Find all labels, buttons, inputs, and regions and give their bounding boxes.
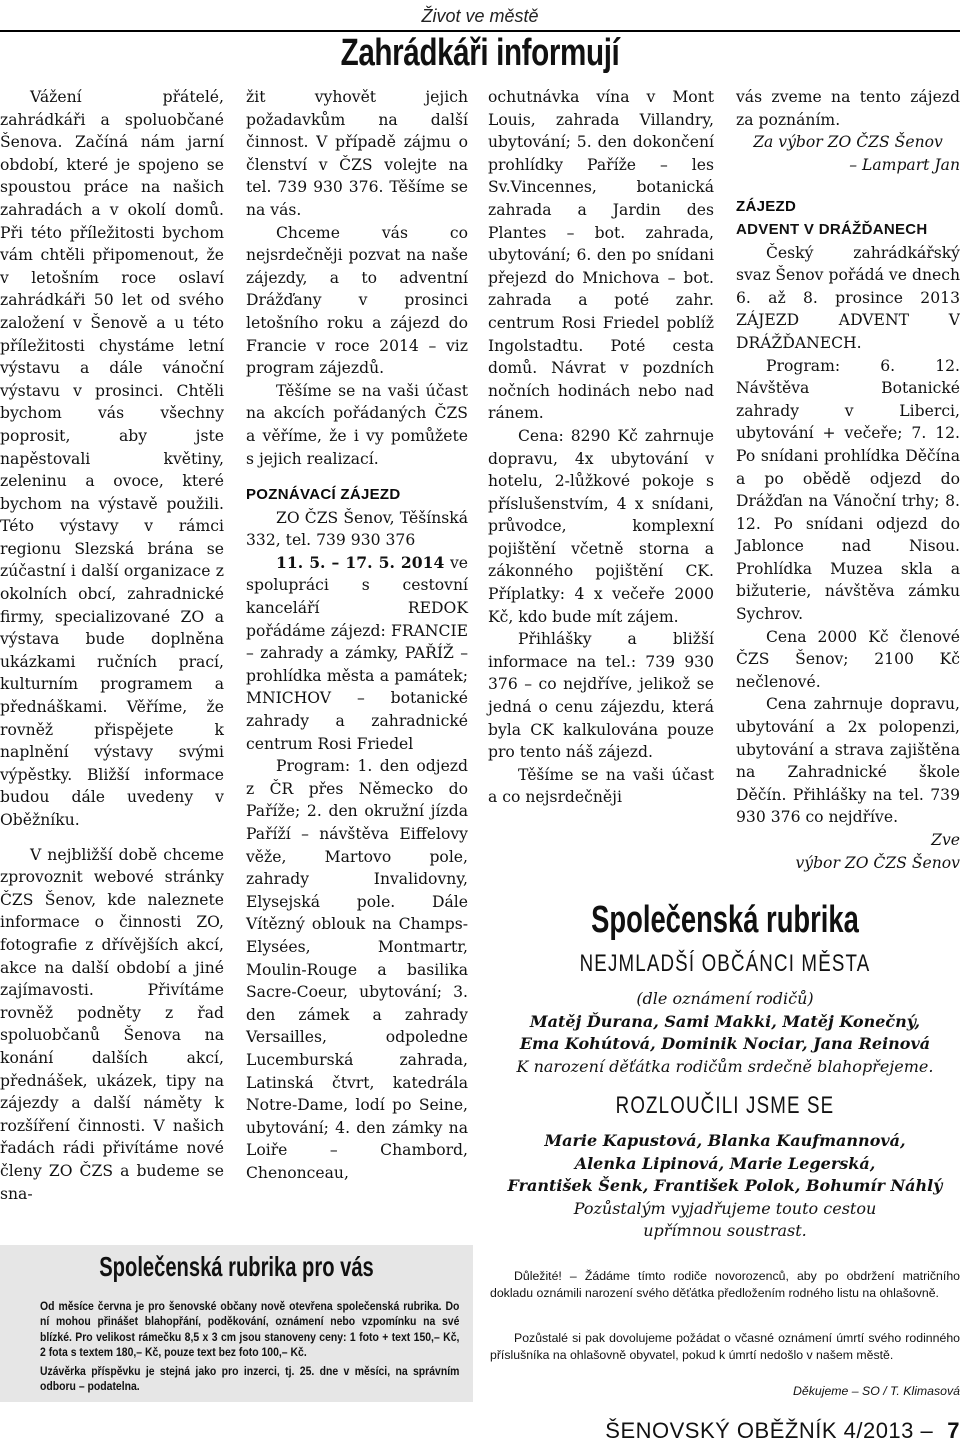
thanks-signature: Děkujeme – SO / T. Klimasová [793, 1384, 960, 1398]
program: Program: 1. den odjezd z ČR přes Německo do Paříže; 2. den okružní jízda Paříží – návštěva Eiffelovy věže, Martovo pole, zahrady Invalidovny, Elysejská pole. Dále Vítězný oblouk na Champs-Elysées, Montmartr, Moulin-Rouge a basilika Sacre-Coeur, ubytování; 3. den zámek a zahrady Versailles, odpoledne Lucemburská zahrada, Latinská čtvrt, katedrála Notre-Dame, lodí po Seine, ubytování; 4. den zámky na Loiře – Chambord, Chenonceau, [246, 757, 468, 1182]
newborns-block [490, 988, 960, 1078]
newborns-heading: NEJMLADŠÍ OBČÁNCI MĚSTA [579, 950, 871, 977]
column-2 [246, 86, 468, 1185]
ad-title: Společenská rubrika pro vás [99, 1251, 374, 1282]
paragraph: Český zahrádkářský svaz Šenov pořádá ve dnech 6. až 8. prosince 2013 ZÁJEZD ADVENT V DRÁŽĎANECH. [736, 243, 960, 352]
ad-paragraph: Od měsíce června je pro šenovské občany nově otevřena společenská rubrika. Do ní mohou přinášet blahopřání, poděkování, oznámení nebo vzpomínku na své blízké. Pro velikost rámečku 8,5 x 3 cm jsou stanoveny ceny: 1 foto + text 150,– Kč, 2 fota s textem 180,– Kč, pouze text bez foto 100,– Kč. [40, 1300, 460, 1360]
program: Program: 6. 12. Návštěva Botanické zahrady v Liberci, ubytování + večeře; 7. 12. Po snídani prohlídka Děčína a po obědě odjezd do Drážďan na Vánoční trhy; 8. 12. Po snídani odjezd do Jablonce nad Nisou. Prohlídka Muzea skla a bižuterie, návštěva zámku Sychrov. [736, 356, 960, 624]
signature: Za výbor ZO ČZS Šenov [753, 133, 943, 152]
trip-text: ve spolupráci s cestovní kanceláří REDOK pořádáme zájezd: FRANCIE – zahrady a zámky, PAŘÍŽ – prohlídka města a památek; MNICHOV – botanické zahrady a zahradnické centrum Rosi Friedel [246, 553, 468, 753]
farewell-heading: ROZLOUČILI JSME SE [615, 1092, 835, 1119]
social-title: Společenská rubrika [591, 899, 859, 941]
congrats: K narození děťátka rodičům srdečně blahopřejeme. [516, 1056, 934, 1076]
organizer: ZO ČZS Šenov, Těšínská 332, tel. 739 930 376 [246, 508, 468, 550]
condolence: upřímnou soustrast. [643, 1221, 807, 1240]
signature-name: výbor ZO ČZS Šenov [795, 853, 960, 872]
ad-box [0, 1245, 473, 1402]
price: Cena 2000 Kč členové ČZS Šenov; 2100 Kč nečlenové. [736, 627, 960, 691]
farewell-block [490, 1130, 960, 1243]
footer-label: ŠENOVSKÝ OBĚŽNÍK 4/2013 – [605, 1418, 934, 1443]
survivors-note: Pozůstalé si pak dovolujeme požádat o včasné oznámení úmrtí svého rodinného příslušníka na ohlašovně obyvatel, pokud k úmrtí nedošlo v našem městě. [490, 1331, 960, 1362]
paragraph: V nejbližší době chceme zprovoznit webové stránky ČZS Šenov, kde naleznete informace o činnosti ZO, fotografie z dřívějších akcí, akce na další období a jiné zajímavosti. Přivítáme rovněž podněty z řad spoluobčanů Šenova na konání dalších akcí, přednášek, ukázek, tipy na zájezdy a další náměty k rozšíření činnosti. V našich řadách rádi přivítáme nové členy ZO ČZS a budeme se sna- [0, 845, 224, 1203]
section-label: Život ve městě [421, 6, 539, 26]
ad-paragraph: Uzávěrka příspěvku je stejná jako pro inzerci, tj. 25. dne v měsíci, na správním odboru – podatelna. [40, 1364, 460, 1394]
important-note: Důležité! – Žádáme tímto rodiče novorozenců, aby po obdržení matričního dokladu oznámili narození svého děťátka předložením rodného listu na ohlašovně. [490, 1269, 960, 1300]
newborns-names: Ema Kohútová, Dominik Nociar, Jana Reinová [519, 1034, 931, 1053]
trip-description [246, 552, 468, 755]
signature-name: – Lampart Jan [849, 155, 960, 174]
price-paragraph: Cena: 8290 Kč zahrnuje dopravu, 4x ubytování v hotelu, 2-lůžkové pokoje s příslušenstvím, 4 x snídani, průvodce, komplexní pojištění včetně storna a zákonného pojištění CK. Příplatky: 4 x večeře 2000 Kč, kdo bude mít zájem. [488, 426, 714, 626]
trip-dates: 11. 5. – 17. 5. 2014 [276, 552, 445, 572]
column-4 [736, 86, 960, 874]
social-section [490, 898, 960, 1243]
condolence: Pozůstalým vyjadřujeme touto cestou [573, 1198, 877, 1218]
paragraph: Těšíme se na vaši účast a co nejsrdečněji [488, 765, 714, 807]
deceased-names: Marie Kapustová, Blanka Kaufmannová, [544, 1131, 906, 1150]
paragraph: Přihlášky a bližší informace na tel.: 739 930 376 – co nejdříve, jelikož se jedná o cenu zájezdu, která byla CK kalkulována pouze pro tento náš zájezd. [488, 630, 714, 762]
page-title: Zahrádkáři informují [340, 32, 620, 74]
paragraph: vás zveme na tento zájezd za poznáním. [736, 88, 960, 129]
newborns-note: (dle oznámení rodičů) [636, 989, 814, 1008]
deceased-names: Alenka Lipinová, Marie Legerská, [574, 1153, 876, 1173]
trip-heading: POZNÁVACÍ ZÁJEZD [246, 486, 401, 504]
ad-text [40, 1299, 459, 1397]
paragraph: Chceme vás co nejsrdečněji pozvat na naše zájezdy, a to adventní Drážďany v prosinci letošního roku a zájezd do Francie v roce 2014 – viz program zájezdů. [246, 223, 468, 378]
paragraph: ochutnávka vína v Mont Louis, zahrada Villandry, ubytování; 5. den dokončení prohlídky Paříže – les Sv.Vincennes, botanická zahrada a Jardin des Plantes – bot. zahrada, ubytování; 6. den po snídani přejezd do Mnichova – bot. zahrada a poté zahr. centrum Rosi Friedel poblíž Ingolstadtu. Poté cesta domů. Návrat v pozdních nočních hodinách nebo nad ránem. [488, 88, 714, 423]
deceased-names: František Šenk, František Polok, Bohumír Náhlý [507, 1176, 943, 1195]
column-1 [0, 86, 224, 1205]
paragraph: Těšíme se na vaši účast na akcích pořádaných ČZS a věříme, že i vy pomůžete s jejich realizací. [246, 381, 468, 468]
paragraph: Cena zahrnuje dopravu, ubytování a 2x polopenzi, ubytování a strava zajištěna na Zahradnické škole Děčín. Přihlášky na tel. 739 930 376 co nejdříve. [736, 695, 960, 827]
footer [605, 1418, 960, 1444]
advent-heading: ZÁJEZD [736, 198, 797, 216]
paragraph: Vážení přátelé, zahrádkáři a spoluobčané Šenova. Začíná nám jarní období, které je spojeno se spoustou práce na našich zahradách a v okolí domů. Při této příležitosti bychom vám chtěli připomenout, že v letošním roce oslaví zahrádkáři 50 let od svého založení v Šenově a u této příležitosti chystáme letní výstavu a dále vánoční výstavu v prosinci. Chtěli bychom vás všechny poprosit, aby jste napěstovali květiny, zeleninu a ovoce, které bychom na výstavě použili. Této výstavy v rámci regionu Slezská brána se zúčastní i další organizace z okolních obcí, zahradnické firmy, specializované ZO a výstava bude doplněna ukázkami ručních prací, kulturním programem a přednáškami. Věříme, že rovněž přispějete k naplnění výstavy svými výpěstky. Bližší informace budou dále uvedeny v Oběžníku. [0, 88, 224, 829]
advent-subheading: ADVENT V DRÁŽĎANECH [736, 220, 928, 238]
column-3 [488, 86, 714, 809]
page-number: 7 [947, 1418, 960, 1443]
paragraph: žit vyhovět jejich požadavkům na další činnost. V případě zájmu o členství v ČZS volejte na tel. 739 930 376. Těšíme se na vás. [246, 88, 468, 219]
newborns-names: Matěj Ďurana, Sami Makki, Matěj Konečný, [529, 1011, 921, 1031]
signature: Zve [931, 831, 960, 849]
